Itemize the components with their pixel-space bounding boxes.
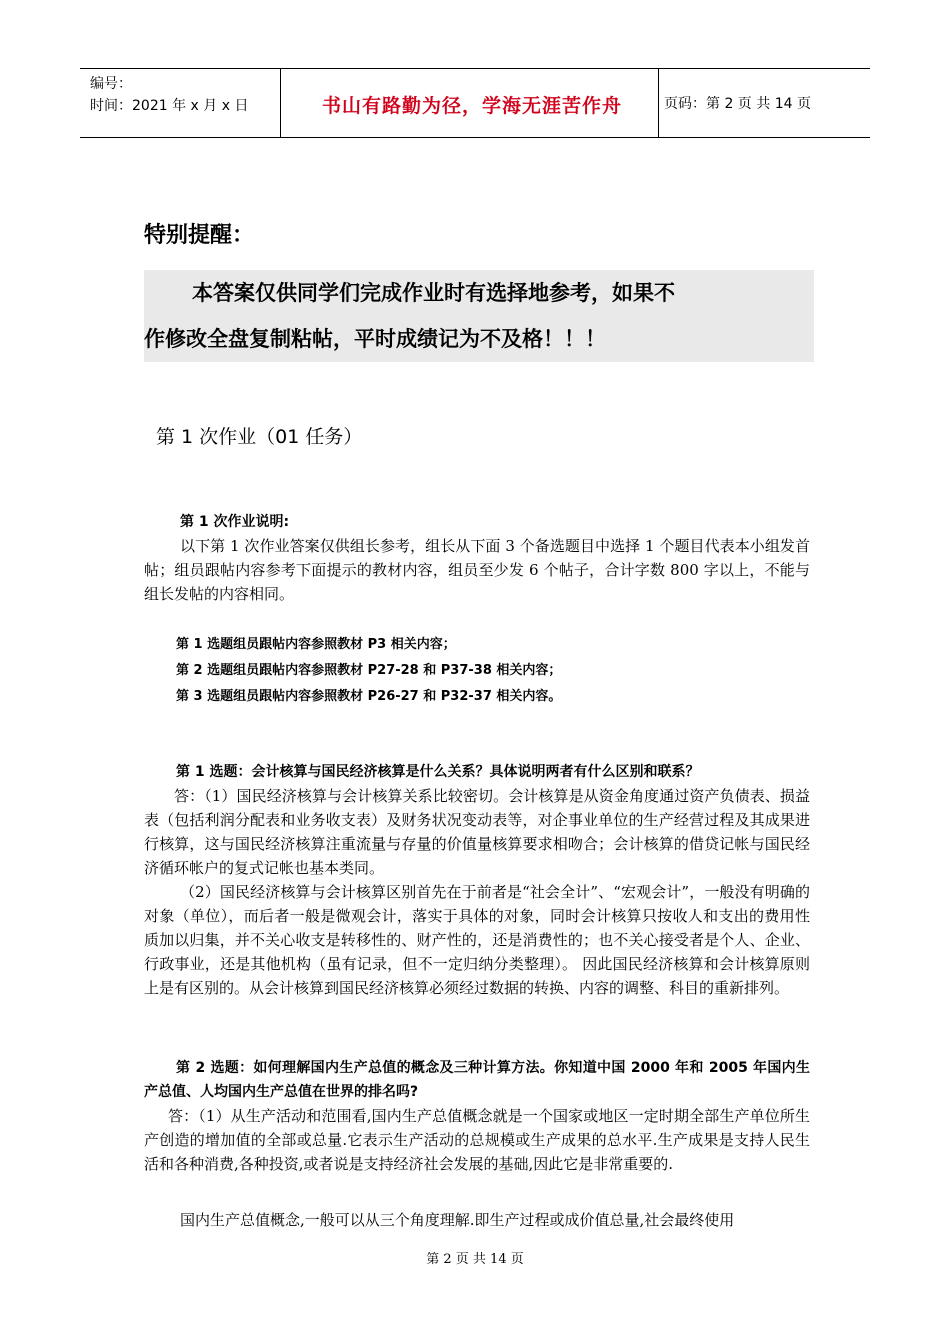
header-divider xyxy=(280,69,281,137)
reminder-line-1: 本答案仅供同学们完成作业时有选择地参考，如果不 xyxy=(192,281,675,305)
page-header xyxy=(80,68,870,138)
time-label: 时间：2021 年 x 月 x 日 xyxy=(90,98,249,114)
reference-list xyxy=(176,632,561,710)
topic2-answer-1: 答：（1）从生产活动和范围看,国内生产总值概念就是一个国家或地区一定时期全部生产单位所生产创造的增加值的全部或总量.它表示生产活动的总规模或生产成果的总水平.生产成果是支持人民生活和各种消费,各种投资,或者说是支持经济社会发展的基础,因此它是非常重要的. xyxy=(144,1107,810,1173)
reminder-line-2: 作修改全盘复制粘帖，平时成绩记为不及格！！！ xyxy=(144,327,606,351)
code-label: 编号： xyxy=(90,76,132,92)
topic2-question: 第 2 选题：如何理解国内生产总值的概念及三种计算方法。你知道中国 2000 年和 2005 年国内生产总值、人均国内生产总值在世界的排名吗? xyxy=(144,1060,810,1100)
header-page-info: 页码：第 2 页 共 14 页 xyxy=(664,96,811,112)
reminder-title: 特别提醒： xyxy=(144,223,255,248)
reference-item: 第 3 选题组员跟帖内容参照教材 P26-27 和 P32-37 相关内容。 xyxy=(176,689,562,704)
header-motto: 书山有路勤为径，学海无涯苦作舟 xyxy=(321,95,622,117)
reference-item: 第 2 选题组员跟帖内容参照教材 P27-28 和 P37-38 相关内容； xyxy=(176,663,562,678)
reference-item: 第 1 选题组员跟帖内容参照教材 P3 相关内容； xyxy=(176,637,456,652)
page-footer: 第 2 页 共 14 页 xyxy=(426,1252,524,1267)
header-meta xyxy=(90,73,248,117)
topic2-answer-2: 国内生产总值概念,一般可以从三个角度理解.即生产过程或成价值总量,社会最终使用 xyxy=(180,1211,735,1229)
instructions-body: 以下第 1 次作业答案仅供组长参考，组长从下面 3 个备选题目中选择 1 个题目代表本小组发首帖；组员跟帖内容参考下面提示的教材内容，组员至少发 6 个帖子，合计字数 800 字以上，不能与组长发帖的内容相同。 xyxy=(144,537,810,603)
reminder-notice xyxy=(144,270,814,362)
task-title: 第 1 次作业（01 任务） xyxy=(156,426,363,448)
instructions-heading: 第 1 次作业说明: xyxy=(180,514,290,530)
topic1-answer-2: （2）国民经济核算与会计核算区别首先在于前者是“社会全计”、“宏观会计”，一般没有明确的对象（单位），而后者一般是微观会计，落实于具体的对象，同时会计核算只按收人和支出的费用性质加以归集，并不关心收支是转移性的、财产性的，还是消费性的；也不关心接受者是个人、企业、行政事业，还是其他机构（虽有记录，但不一定归纳分类整理）。 因此国民经济核算和会计核算原则上是有区别的。从会计核算到国民经济核算必须经过数据的转换、内容的调整、科目的重新排列。 xyxy=(144,883,810,997)
topic1-question: 第 1 选题：会计核算与国民经济核算是什么关系？具体说明两者有什么区别和联系？ xyxy=(176,764,700,780)
topic1-answer-1: 答：（1）国民经济核算与会计核算关系比较密切。会计核算是从资金角度通过资产负债表、损益表（包括利润分配表和业务收支表）及财务状况变动表等，对企事业单位的生产经营过程及其成果进行核算，这与国民经济核算注重流量与存量的价值量核算要求相吻合；会计核算的借贷记帐与国民经济循环帐户的复式记帐也基本类同。 xyxy=(144,787,810,877)
